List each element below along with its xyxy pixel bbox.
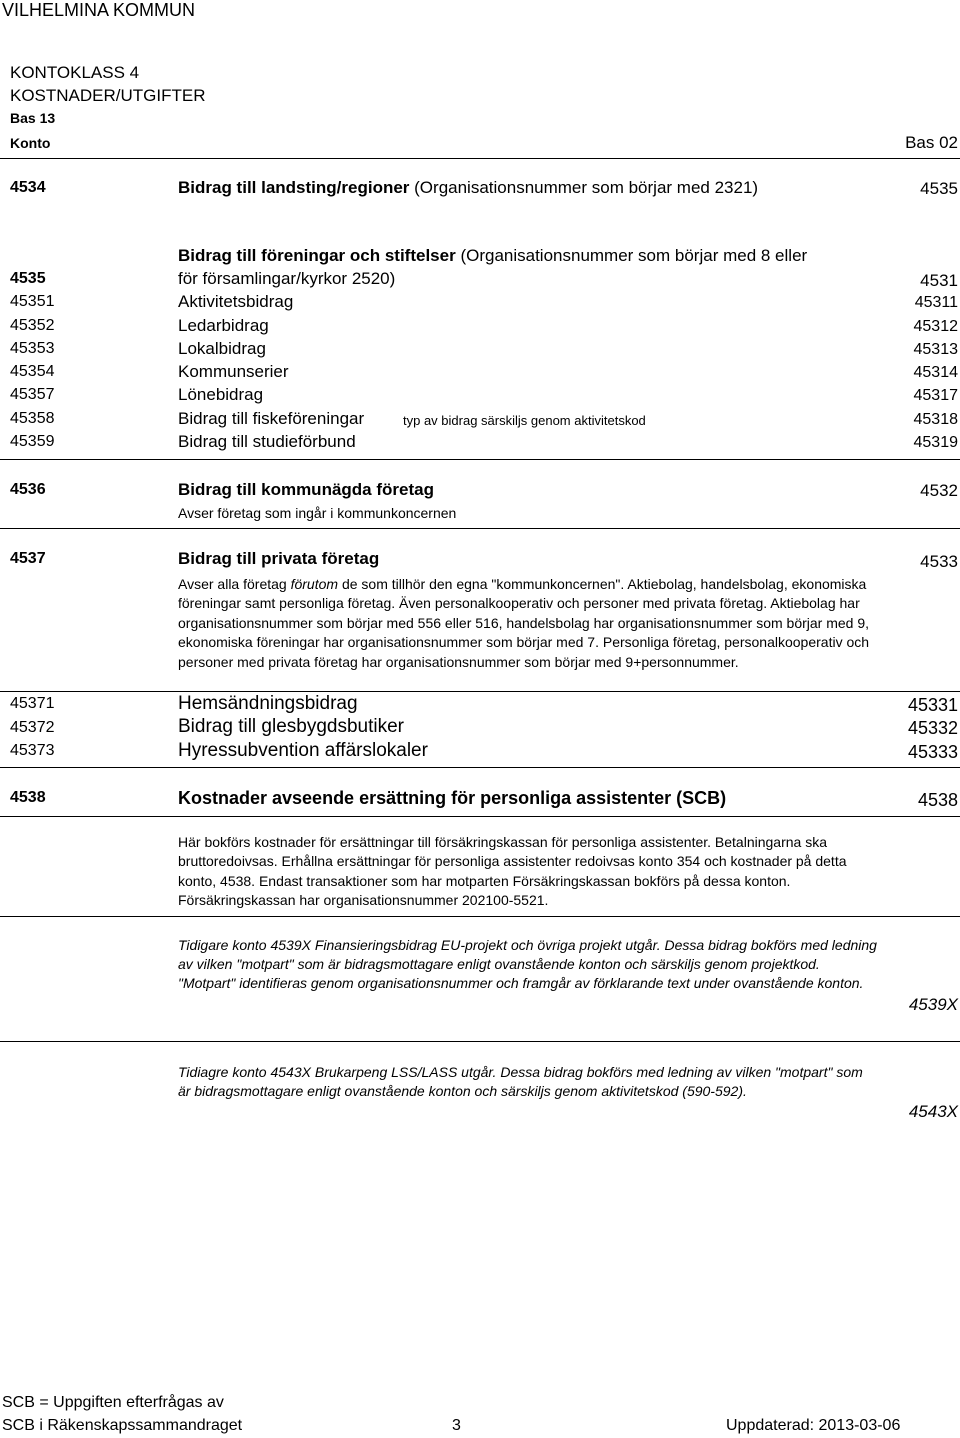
- account-code: 45359: [10, 433, 55, 450]
- section-divider: [0, 816, 960, 817]
- account-code: 45357: [10, 386, 55, 403]
- account-note: Tidiagre konto 4543X Brukarpeng LSS/LASS utgår. Dessa bidrag bokförs med ledning av vilken "motpart" som är bidragsmottagare enligt ovanstående konton och särskiljs genom aktivitetskod (590-592).: [178, 1064, 863, 1099]
- header-divider: [0, 158, 960, 159]
- account-code: 4535: [10, 270, 46, 287]
- mapped-code: 4543X: [908, 1102, 958, 1121]
- page-number: 3: [452, 1417, 461, 1434]
- section-divider: [0, 767, 960, 768]
- account-code: 45372: [10, 719, 55, 736]
- account-code: 4537: [10, 550, 46, 567]
- account-code: 45351: [10, 293, 55, 310]
- account-note: Avser företag som ingår i kommunkoncernen: [178, 505, 457, 521]
- account-title: Hyressubvention affärslokaler: [178, 740, 428, 761]
- account-note: Tidigare konto 4539X Finansieringsbidrag EU-projekt och övriga projekt utgår. Dessa bidrag bokförs med ledning av vilken "motpart" som är bidragsmottagare enligt ovanstående konton och särskiljs genom projektkod. "Motpart" identifieras genom organisationsnummer och framgår av förklarande text under ovanstående konton.: [178, 937, 877, 991]
- mapped-code: 45318: [913, 411, 958, 428]
- footer-note-line2: SCB i Räkenskapssammandraget: [2, 1417, 243, 1434]
- mapped-code: 45332: [907, 718, 958, 738]
- account-title: Bidrag till föreningar och stiftelser (Organisationsnummer som börjar med 8 eller: [178, 246, 808, 265]
- account-title: Lokalbidrag: [178, 339, 266, 358]
- mapped-code: 4532: [920, 481, 958, 500]
- account-title: Bidrag till glesbygdsbutiker: [178, 716, 405, 737]
- account-code: 45358: [10, 410, 55, 427]
- account-title-cont: för församlingar/kyrkor 2520): [178, 269, 396, 288]
- bas13-label: Bas 13: [10, 110, 56, 126]
- mapped-code: 4538: [917, 790, 958, 810]
- mapped-code: 45312: [913, 318, 958, 335]
- account-title: Ledarbidrag: [178, 316, 269, 335]
- account-title: Bidrag till landsting/regioner (Organisationsnummer som börjar med 2321): [178, 178, 759, 197]
- account-note: Avser alla företag förutom de som tillhör den egna "kommunkoncernen". Aktiebolag, handelsbolag, ekonomiska föreningar samt personliga företag. Även personalkooperativ och personer med privata företag. Aktiebolag har organisationsnummer som börjar med 556 eller 516, handelsbolag har organisationsnummer som börjar med 9, ekonomiska föreningar har organisationsnummer som börjar med 7. Personliga företag, personalkooperativ och personer med privata företag har organisationsnummer som börjar med 9+personnummer.: [178, 576, 870, 670]
- account-note: typ av bidrag särskiljs genom aktivitetskod: [403, 413, 646, 428]
- account-code: 45371: [10, 695, 55, 712]
- account-code: 4534: [10, 179, 46, 196]
- account-code: 45353: [10, 340, 55, 357]
- account-title: Hemsändningsbidrag: [178, 693, 358, 714]
- konto-label: Konto: [10, 135, 51, 151]
- section-divider: [0, 528, 960, 529]
- mapped-code: 45311: [914, 294, 958, 311]
- account-code: 4538: [10, 789, 46, 806]
- footer-note-line1: SCB = Uppgiften efterfrågas av: [2, 1394, 224, 1411]
- account-title: Bidrag till studieförbund: [178, 432, 356, 451]
- account-title: Lönebidrag: [178, 385, 264, 404]
- account-title: Bidrag till privata företag: [178, 549, 380, 568]
- bas02-label: Bas 02: [905, 133, 958, 152]
- mapped-code: 4533: [920, 552, 958, 571]
- mapped-code: 45313: [913, 341, 958, 358]
- account-title: Kostnader avseende ersättning för personliga assistenter (SCB): [178, 788, 727, 808]
- account-title: Bidrag till fiskeföreningar: [178, 409, 365, 428]
- section-divider: [0, 916, 960, 917]
- account-note: Här bokförs kostnader för ersättningar till försäkringskassan för personliga assistenter. Betalningarna ska bruttoredoivsas. Erhållna ersättningar för personliga assistenter redoivsas konto 354 och kostnader på detta konto, 4538. Endast transaktioner som har motparten Försäkringskassan bokförs på dessa konton. Försäkringskassan har organisationsnummer 202100-5521.: [178, 834, 847, 909]
- mapped-code: 45319: [913, 434, 958, 451]
- account-code: 45352: [10, 317, 55, 334]
- mapped-code: 45333: [907, 742, 958, 762]
- section-divider: [0, 691, 960, 692]
- mapped-code: 45331: [907, 695, 958, 715]
- mapped-code: 45317: [913, 387, 958, 404]
- account-code: 45354: [10, 363, 55, 380]
- account-title: Bidrag till kommunägda företag: [178, 480, 434, 499]
- org-name: VILHELMINA KOMMUN: [2, 0, 196, 20]
- account-code: 45373: [10, 742, 55, 759]
- account-title: Kommunserier: [178, 362, 289, 381]
- updated-date: Uppdaterad: 2013-03-06: [726, 1417, 901, 1434]
- section-divider: [0, 1041, 960, 1042]
- mapped-code: 45314: [913, 364, 958, 381]
- section-divider: [0, 459, 960, 460]
- account-code: 4536: [10, 481, 46, 498]
- account-title: Aktivitetsbidrag: [178, 292, 294, 311]
- mapped-code: 4535: [920, 179, 958, 198]
- account-category: KOSTNADER/UTGIFTER: [10, 86, 206, 105]
- account-class: KONTOKLASS 4: [10, 63, 140, 82]
- mapped-code: 4539X: [908, 995, 958, 1014]
- mapped-code: 4531: [920, 271, 958, 290]
